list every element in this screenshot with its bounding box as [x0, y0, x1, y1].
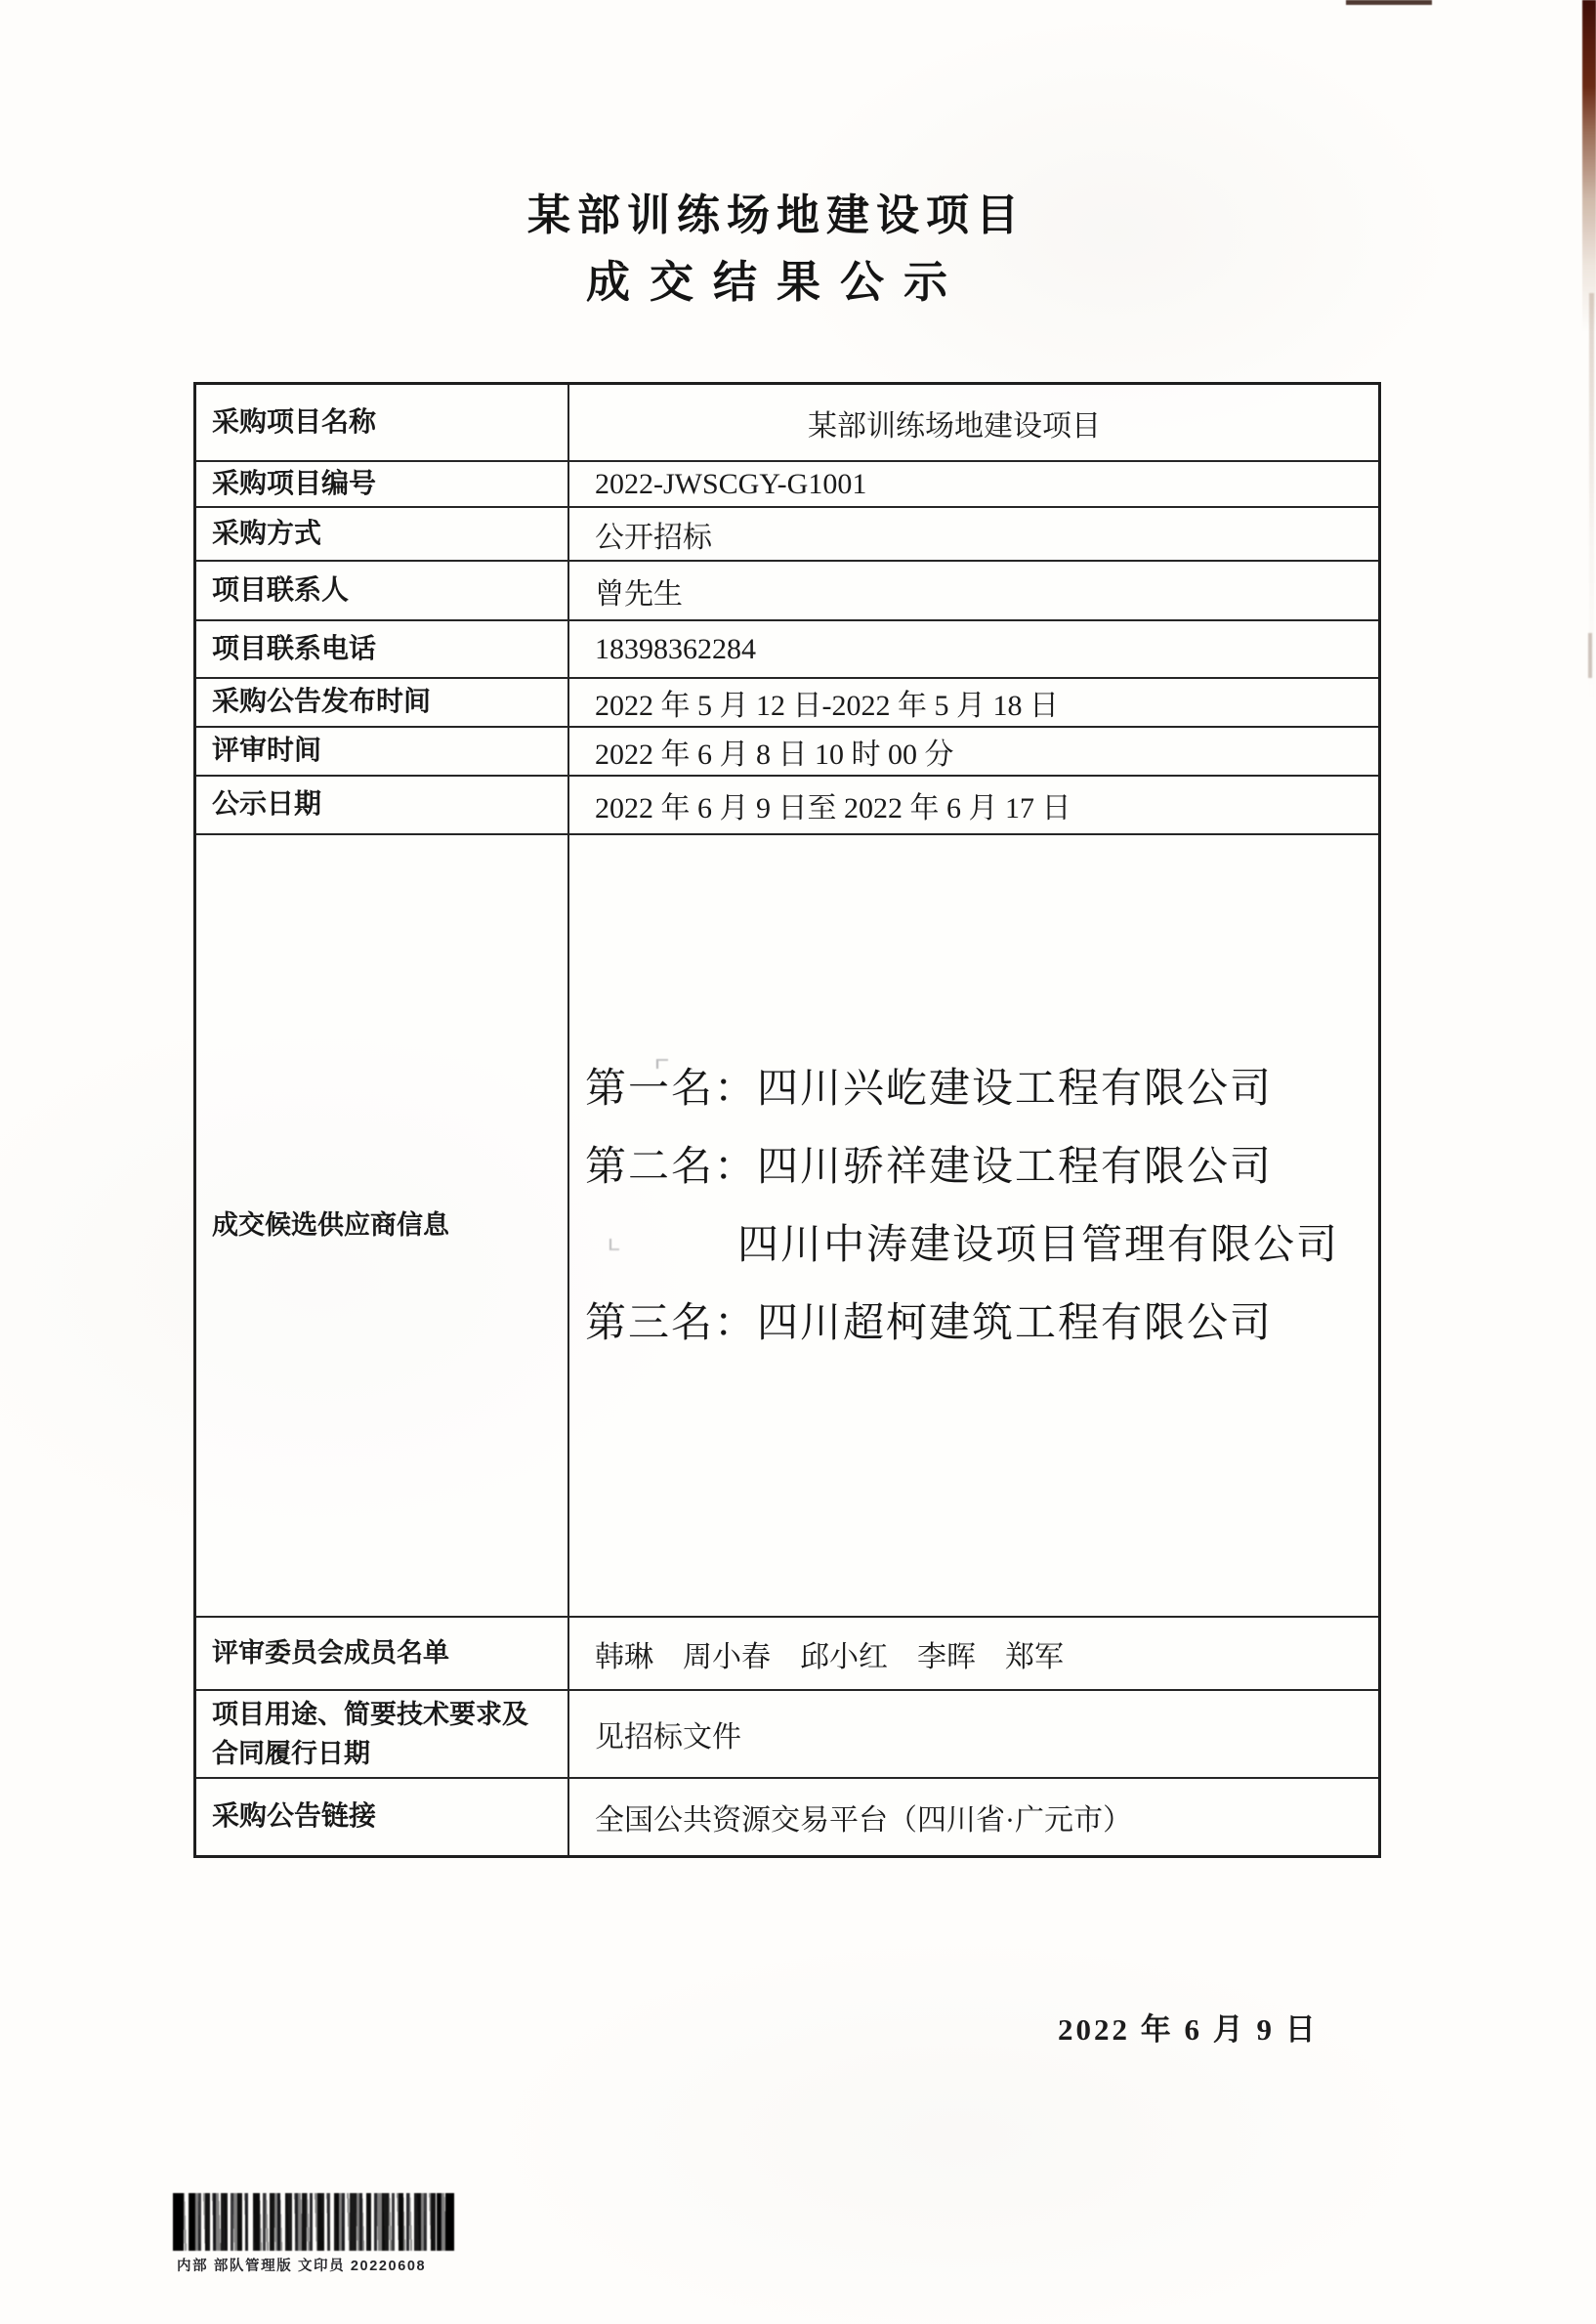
row-value: 2022 年 6 月 8 日 10 时 00 分 — [595, 739, 954, 771]
row-label: 采购项目编号 — [196, 462, 569, 506]
row-value: 全国公共资源交易平台（四川省·广元市） — [595, 1804, 1132, 1837]
scan-speck — [609, 1239, 619, 1250]
row-value: 韩琳 周小春 邱小红 李晖 郑军 — [595, 1640, 1064, 1673]
table-row-publicity-date — [196, 777, 1378, 835]
row-label: 项目用途、简要技术要求及合同履行日期 — [196, 1691, 569, 1777]
document-date: 2022 年 6 月 9 日 — [1058, 2012, 1319, 2047]
barcode-caption: 内部 部队管理版 文印员 20220608 — [177, 2259, 427, 2274]
row-label: 公示日期 — [196, 777, 569, 833]
row-label: 评审委员会成员名单 — [196, 1618, 569, 1689]
table-row-contact-phone — [196, 621, 1378, 679]
row-label: 评审时间 — [196, 728, 569, 775]
table-row-review-time — [196, 728, 1378, 777]
row-value: 2022-JWSCGY-G1001 — [595, 467, 867, 500]
row-label: 采购方式 — [196, 508, 569, 560]
row-label: 成交候选供应商信息 — [196, 835, 569, 1616]
table-row-project-number — [196, 462, 1378, 508]
row-label: 采购项目名称 — [196, 385, 569, 460]
row-value: 见招标文件 — [595, 1721, 741, 1754]
row-value: 公开招标 — [595, 521, 712, 554]
table-row-review-committee — [196, 1618, 1378, 1691]
supplier-rank-3: 第三名：四川超柯建筑工程有限公司 — [585, 1301, 1274, 1346]
table-row-candidate-suppliers — [196, 835, 1378, 1618]
table-row-contact-person — [196, 562, 1378, 621]
title-line-1: 某部训练场地建设项目 — [527, 191, 1026, 239]
table-row-procurement-method — [196, 508, 1378, 562]
row-value: 曾先生 — [595, 577, 683, 611]
title-line-2: 成交结果公示 — [585, 258, 967, 307]
supplier-list — [569, 835, 1378, 1616]
row-value: 18398362284 — [595, 632, 756, 665]
row-label: 采购公告链接 — [196, 1779, 569, 1855]
row-label: 采购公告发布时间 — [196, 679, 569, 726]
procurement-result-table — [193, 382, 1381, 1858]
scan-speck — [656, 1059, 668, 1069]
supplier-rank-2: 第二名：四川骄祥建设工程有限公司 — [585, 1145, 1274, 1190]
row-value: 2022 年 5 月 12 日-2022 年 5 月 18 日 — [595, 690, 1059, 722]
document-title — [0, 191, 1575, 307]
table-row-announcement-link — [196, 1779, 1378, 1855]
supplier-rank-1: 第一名：四川兴屹建设工程有限公司 — [585, 1067, 1274, 1112]
scan-artifact-mark — [1588, 633, 1592, 678]
row-value: 某部训练场地建设项目 — [808, 409, 1101, 443]
row-value: 2022 年 6 月 9 日至 2022 年 6 月 17 日 — [595, 792, 1071, 824]
table-row-project-purpose — [196, 1691, 1378, 1779]
row-label: 项目联系电话 — [196, 621, 569, 677]
scan-artifact-top — [1346, 0, 1432, 5]
scan-artifact-right — [1582, 0, 1596, 332]
table-row-project-name — [196, 385, 1378, 462]
table-row-announcement-period — [196, 679, 1378, 728]
barcode — [173, 2193, 454, 2251]
row-label: 项目联系人 — [196, 562, 569, 619]
supplier-rank-2b: 四川中涛建设项目管理有限公司 — [737, 1223, 1340, 1268]
